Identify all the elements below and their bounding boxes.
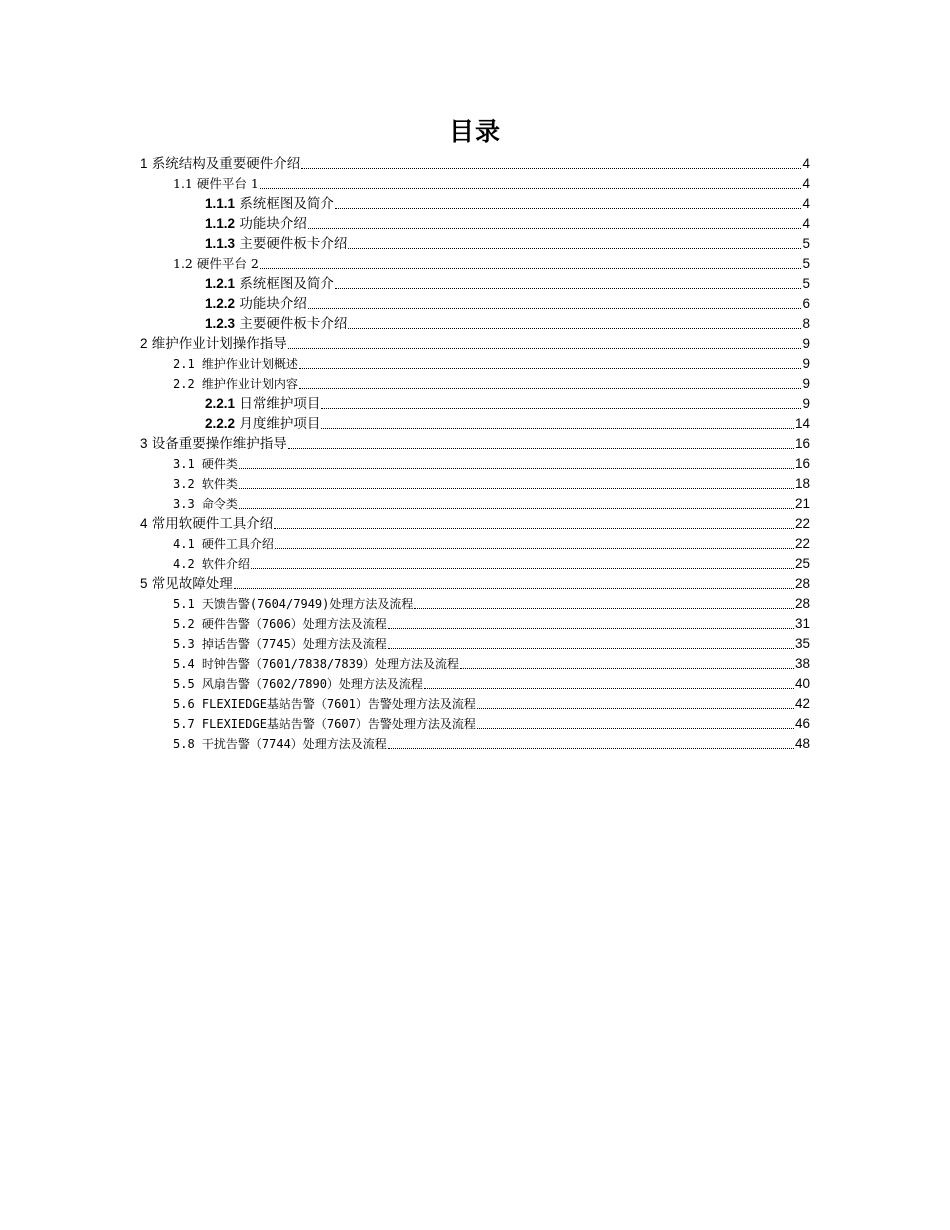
toc-entry-title: 维护作业计划内容 bbox=[194, 377, 298, 391]
toc-entry[interactable] bbox=[140, 234, 810, 254]
toc-entry[interactable] bbox=[140, 714, 810, 734]
toc-entry-number: 2.2.1 bbox=[205, 396, 236, 411]
toc-entry[interactable] bbox=[140, 194, 810, 214]
toc-entry-title: 设备重要操作维护指导 bbox=[147, 436, 287, 452]
toc-entry-title: 系统框图及简介 bbox=[235, 196, 334, 212]
toc-entry-page: 48 bbox=[794, 736, 810, 751]
toc-entry-title: 维护作业计划概述 bbox=[194, 357, 298, 371]
toc-entry-page: 16 bbox=[794, 456, 810, 471]
toc-entry-number: 2.2.2 bbox=[205, 416, 236, 431]
toc-entry-page: 28 bbox=[794, 596, 810, 611]
toc-entry[interactable] bbox=[140, 594, 810, 614]
toc-entry-number: 4.1 bbox=[173, 537, 195, 551]
toc-entry-number: 5 bbox=[140, 576, 148, 591]
dot-leader bbox=[335, 207, 802, 209]
toc-entry[interactable] bbox=[140, 574, 810, 594]
toc-entry[interactable] bbox=[140, 334, 810, 354]
dot-leader bbox=[299, 367, 802, 369]
toc-entry-number: 1.1.3 bbox=[205, 236, 236, 251]
toc-entry-title: 天馈告警(7604/7949)处理方法及流程 bbox=[194, 597, 414, 611]
toc-entry[interactable] bbox=[140, 494, 810, 514]
dot-leader bbox=[308, 307, 802, 309]
toc-entry-title: 风扇告警（7602/7890）处理方法及流程 bbox=[194, 677, 423, 691]
dot-leader bbox=[477, 707, 794, 709]
dot-leader bbox=[275, 547, 794, 549]
toc-entry-page: 21 bbox=[794, 496, 810, 511]
dot-leader bbox=[299, 387, 802, 389]
toc-entry-number: 1.2.2 bbox=[205, 296, 236, 311]
toc-entry[interactable] bbox=[140, 614, 810, 634]
toc-entry-page: 9 bbox=[802, 356, 810, 371]
toc-entry[interactable] bbox=[140, 174, 810, 194]
toc-entry-number: 1.2 bbox=[173, 256, 193, 271]
toc-entry-page: 8 bbox=[802, 316, 810, 331]
dot-leader bbox=[348, 247, 801, 249]
toc-entry[interactable] bbox=[140, 254, 810, 274]
toc-entry[interactable] bbox=[140, 274, 810, 294]
toc-entry-title: 软件介绍 bbox=[194, 557, 250, 571]
toc-entry-title: 系统结构及重要硬件介绍 bbox=[147, 156, 301, 172]
toc-entry-number: 2.1 bbox=[173, 357, 195, 371]
dot-leader bbox=[260, 187, 802, 189]
dot-leader bbox=[321, 427, 794, 429]
toc-entry-page: 5 bbox=[802, 256, 810, 271]
dot-leader bbox=[239, 507, 794, 509]
toc-entry-title: 月度维护项目 bbox=[235, 416, 321, 432]
dot-leader bbox=[260, 267, 802, 269]
toc-entry-number: 5.7 bbox=[173, 717, 195, 731]
dot-leader bbox=[348, 327, 801, 329]
toc-entry[interactable] bbox=[140, 354, 810, 374]
toc-entry-number: 1.1.1 bbox=[205, 196, 236, 211]
toc-entry-number: 5.3 bbox=[173, 637, 195, 651]
toc-entry[interactable] bbox=[140, 414, 810, 434]
toc-entry-title: 维护作业计划操作指导 bbox=[147, 336, 287, 352]
toc-entry-page: 5 bbox=[802, 236, 810, 251]
dot-leader bbox=[274, 527, 794, 529]
toc-entry[interactable] bbox=[140, 454, 810, 474]
toc-entry-title: 系统框图及简介 bbox=[235, 276, 334, 292]
toc-entry-title: 时钟告警（7601/7838/7839）处理方法及流程 bbox=[194, 657, 460, 671]
toc-entry-title: 掉话告警（7745）处理方法及流程 bbox=[194, 637, 387, 651]
toc-entry-number: 1.2.3 bbox=[205, 316, 236, 331]
dot-leader bbox=[288, 447, 794, 449]
toc-entry-page: 4 bbox=[802, 216, 810, 231]
dot-leader bbox=[239, 467, 794, 469]
toc-entry-number: 3.2 bbox=[173, 477, 195, 491]
toc-entry-number: 5.8 bbox=[173, 737, 195, 751]
toc-entry-page: 9 bbox=[802, 336, 810, 351]
dot-leader bbox=[335, 287, 802, 289]
toc-entry[interactable] bbox=[140, 694, 810, 714]
toc-entry-page: 42 bbox=[794, 696, 810, 711]
dot-leader bbox=[239, 487, 794, 489]
toc-entry[interactable] bbox=[140, 374, 810, 394]
toc-entry[interactable] bbox=[140, 554, 810, 574]
toc-entry-number: 5.4 bbox=[173, 657, 195, 671]
dot-leader bbox=[424, 687, 794, 689]
table-of-contents bbox=[140, 154, 810, 754]
dot-leader bbox=[301, 167, 801, 169]
toc-entry[interactable] bbox=[140, 514, 810, 534]
dot-leader bbox=[388, 647, 794, 649]
toc-entry-number: 5.6 bbox=[173, 697, 195, 711]
toc-entry[interactable] bbox=[140, 654, 810, 674]
toc-entry-page: 22 bbox=[794, 516, 810, 531]
toc-entry[interactable] bbox=[140, 154, 810, 174]
dot-leader bbox=[288, 347, 802, 349]
toc-entry-page: 4 bbox=[802, 196, 810, 211]
toc-entry-title: FLEXIEDGE基站告警（7601）告警处理方法及流程 bbox=[194, 697, 476, 711]
toc-entry-title: 功能块介绍 bbox=[235, 216, 307, 232]
toc-entry[interactable] bbox=[140, 294, 810, 314]
toc-entry-page: 14 bbox=[794, 416, 810, 431]
toc-entry-title: 硬件平台 1 bbox=[192, 176, 259, 191]
toc-entry[interactable] bbox=[140, 314, 810, 334]
dot-leader bbox=[321, 407, 801, 409]
toc-entry-number: 4 bbox=[140, 516, 148, 531]
toc-entry-number: 5.5 bbox=[173, 677, 195, 691]
toc-entry[interactable] bbox=[140, 734, 810, 754]
dot-leader bbox=[460, 667, 794, 669]
toc-entry-page: 31 bbox=[794, 616, 810, 631]
toc-entry-page: 16 bbox=[794, 436, 810, 451]
toc-entry-title: 命令类 bbox=[194, 497, 238, 511]
toc-entry-page: 22 bbox=[794, 536, 810, 551]
toc-entry-title: 硬件告警（7606）处理方法及流程 bbox=[194, 617, 387, 631]
toc-entry-title: 日常维护项目 bbox=[235, 396, 321, 412]
toc-entry-title: 常见故障处理 bbox=[147, 576, 233, 592]
toc-entry[interactable] bbox=[140, 534, 810, 554]
dot-leader bbox=[414, 607, 794, 609]
toc-entry-number: 1.2.1 bbox=[205, 276, 236, 291]
toc-entry-number: 2.2 bbox=[173, 377, 195, 391]
toc-entry-title: 干扰告警（7744）处理方法及流程 bbox=[194, 737, 387, 751]
toc-entry-number: 1.1.2 bbox=[205, 216, 236, 231]
toc-entry-number: 3.3 bbox=[173, 497, 195, 511]
toc-entry[interactable] bbox=[140, 434, 810, 454]
toc-entry-title: 硬件类 bbox=[194, 457, 238, 471]
toc-entry-title: 软件类 bbox=[194, 477, 238, 491]
toc-entry-title: 硬件平台 2 bbox=[192, 256, 259, 271]
toc-entry-title: 主要硬件板卡介绍 bbox=[235, 236, 348, 252]
toc-entry-page: 46 bbox=[794, 716, 810, 731]
toc-entry-page: 18 bbox=[794, 476, 810, 491]
toc-entry-page: 35 bbox=[794, 636, 810, 651]
toc-entry-title: 主要硬件板卡介绍 bbox=[235, 316, 348, 332]
toc-entry-number: 1.1 bbox=[173, 176, 193, 191]
toc-entry-number: 1 bbox=[140, 156, 148, 171]
toc-entry-number: 3.1 bbox=[173, 457, 195, 471]
toc-entry[interactable] bbox=[140, 674, 810, 694]
toc-entry[interactable] bbox=[140, 634, 810, 654]
toc-title: 目录 bbox=[448, 118, 501, 146]
toc-entry-title: 功能块介绍 bbox=[235, 296, 307, 312]
toc-entry-number: 5.2 bbox=[173, 617, 195, 631]
toc-entry-title: 硬件工具介绍 bbox=[194, 537, 274, 551]
toc-entry-number: 2 bbox=[140, 336, 148, 351]
toc-entry[interactable] bbox=[140, 474, 810, 494]
toc-entry-title: FLEXIEDGE基站告警（7607）告警处理方法及流程 bbox=[194, 717, 476, 731]
toc-entry-number: 5.1 bbox=[173, 597, 195, 611]
toc-entry-page: 40 bbox=[794, 676, 810, 691]
dot-leader bbox=[251, 567, 794, 569]
dot-leader bbox=[308, 227, 802, 229]
toc-entry-page: 38 bbox=[794, 656, 810, 671]
toc-entry-page: 9 bbox=[802, 376, 810, 391]
toc-entry-page: 5 bbox=[802, 276, 810, 291]
dot-leader bbox=[388, 627, 794, 629]
toc-entry-page: 28 bbox=[794, 576, 810, 591]
toc-entry-number: 4.2 bbox=[173, 557, 195, 571]
toc-entry-page: 25 bbox=[794, 556, 810, 571]
toc-entry[interactable] bbox=[140, 214, 810, 234]
toc-entry-page: 9 bbox=[802, 396, 810, 411]
toc-entry[interactable] bbox=[140, 394, 810, 414]
toc-entry-page: 4 bbox=[802, 176, 810, 191]
toc-entry-title: 常用软硬件工具介绍 bbox=[147, 516, 274, 532]
dot-leader bbox=[388, 747, 794, 749]
dot-leader bbox=[477, 727, 794, 729]
toc-entry-number: 3 bbox=[140, 436, 148, 451]
toc-entry-page: 6 bbox=[802, 296, 810, 311]
dot-leader bbox=[234, 587, 794, 589]
toc-entry-page: 4 bbox=[802, 156, 810, 171]
